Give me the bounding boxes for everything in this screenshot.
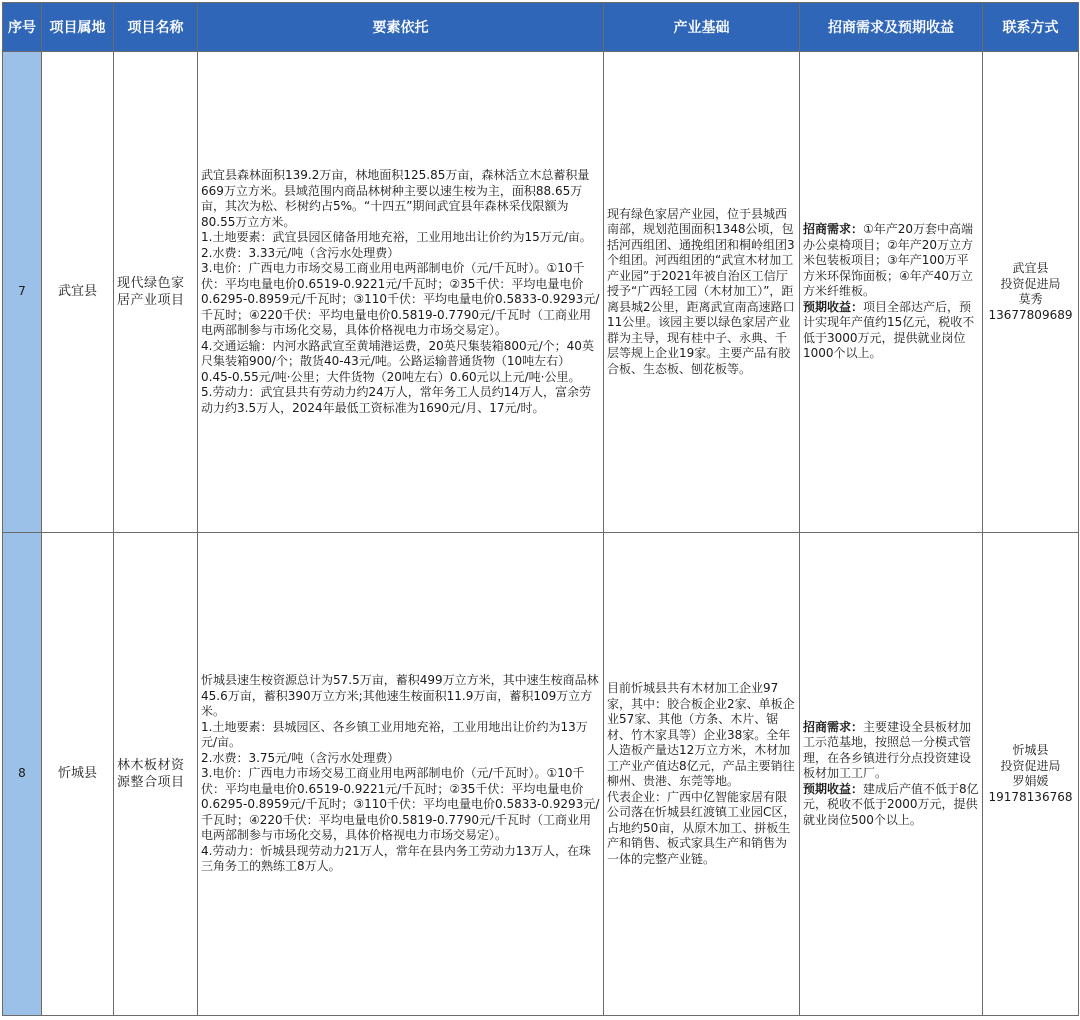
investment-projects-table [2, 2, 1079, 1016]
factors-water: 2.水费：3.75元/吨（含污水处理费） [201, 750, 400, 765]
header-row [3, 3, 1079, 52]
revenue-label: 预期收益： [803, 299, 864, 314]
header-industry-base: 产业基础 [604, 3, 800, 52]
row-seq: 7 [3, 52, 42, 533]
factors-electricity: 3.电价：广西电力市场交易工商业用电两部制电价（元/千瓦时）。①10千伏：平均电量电价0.6519-0.9221元/千瓦时；②35千伏：平均电量电价0.6295-0.8959元/千瓦时；③110千伏：平均电量电价0.5833-0.9293元/千瓦时；④220千伏：平均电量电价0.5819-0.7790元/千瓦时（工商业用电两部制参与市场化交易，具体价格视电力市场交易定）。 [201, 261, 600, 337]
row-project-name: 现代绿色家居产业项目 [114, 52, 198, 533]
contact-county: 忻城县 [1012, 743, 1049, 757]
demand-block [803, 720, 979, 782]
row-contact [983, 533, 1079, 1016]
demand-text: 主要建设全县板材加工示范基地，按照总一分模式管理，在各乡镇进行分点投资建设板材加工工厂。 [803, 719, 972, 781]
factors-land: 1.土地要素：县城园区、各乡镇工业用地充裕，工业用地出让价约为13万元/亩。 [201, 719, 588, 750]
demand-label: 招商需求： [803, 222, 864, 237]
revenue-text: 项目全部达产后，预计实现年产值约15亿元，税收不低于3000万元，提供就业岗位1000个以上。 [803, 299, 975, 361]
row-demand-revenue [800, 533, 983, 1016]
factors-intro: 忻城县速生桉资源总计为57.5万亩，蓄积499万立方米，其中速生桉商品林45.6万亩，蓄积390万立方米;其他速生桉面积11.9万亩，蓄积109万立方米。 [201, 673, 599, 719]
contact-person: 莫秀 [1018, 292, 1043, 306]
row-location: 忻城县 [42, 533, 114, 1016]
industry-text: 现有绿色家居产业园，位于县城西南部，规划范围面积1348公顷，包括河西组团、通挽组团和桐岭组团3个组团。河西组团的“武宣木材加工产业园”于2021年被自治区工信厅授予“广西轻工园（木材加工）”，距离县城2公里，距离武宣南高速路口11公里。该园主要以绿色家居产业群为主导，现有桂中子、永典、千层等规上企业19家。主要产品有胶合板、生态板、刨花板等。 [607, 206, 795, 376]
factors-labor: 4.劳动力：忻城县现劳动力21万人，常年在县内务工劳动力13万人，在珠三角务工的熟练工8万人。 [201, 843, 591, 874]
contact-phone: 19178136768 [988, 789, 1073, 804]
revenue-label: 预期收益： [803, 781, 864, 796]
row-contact [983, 52, 1079, 533]
row-demand-revenue [800, 52, 983, 533]
row-seq: 8 [3, 533, 42, 1016]
factors-labor: 5.劳动力：武宜县共有劳动力约24万人，常年务工人员约14万人，富余劳动力约3.5万人，2024年最低工资标准为1690元/月、17元/时。 [201, 385, 591, 415]
demand-text: ①年产20万套中高端办公桌椅项目；②年产20万立方米包装板项目；③年产100万平方米环保饰面板；④年产40万立方米纤维板。 [803, 222, 974, 299]
factors-land: 1.土地要素：武宜县园区储备用地充裕，工业用地出让价约为15万元/亩。 [201, 230, 592, 244]
factors-intro: 武宜县森林面积139.2万亩，林地面积125.85万亩，森林活立木总蓄积量669万立方米。县域范围内商品林树种主要以速生桉为主，面积88.65万亩，其次为松、杉树约占5%。“十四五”期间武宜县年森林采伐限额为80.55万立方米。 [201, 168, 590, 229]
header-project-name: 项目名称 [114, 3, 198, 52]
header-location: 项目属地 [42, 3, 114, 52]
industry-text: 目前忻城县共有木材加工企业97家，其中：胶合板企业2家、单板企业57家、其他（方条、木片、锯材、竹木家具等）企业38家。全年人造板产量达12万立方米，木材加工产业产值达8亿元，产品主要销往柳州、贵港、东莞等地。 [607, 681, 795, 788]
row-factors [198, 533, 604, 1016]
revenue-block [803, 782, 979, 829]
table-row [3, 533, 1079, 1016]
factors-water: 2.水费：3.33元/吨（含污水处理费） [201, 245, 400, 260]
demand-label: 招商需求： [803, 719, 864, 734]
factors-transport: 4.交通运输：内河水路武宣至黄埔港运费，20英尺集装箱800元/个；40英尺集装箱900/个；散货40-43元/吨。公路运输普通货物（10吨左右）0.45-0.55元/吨·公里；大件货物（20吨左右）0.60元以上元/吨·公里。 [201, 338, 594, 384]
row-project-name: 林木板材资源整合项目 [114, 533, 198, 1016]
revenue-block [803, 300, 979, 362]
demand-block [803, 222, 979, 300]
factors-electricity: 3.电价：广西电力市场交易工商业用电两部制电价（元/千瓦时）。①10千伏：平均电量电价0.6519-0.9221元/千瓦时；②35千伏：平均电量电价0.6295-0.8959元/千瓦时；③110千伏：平均电量电价0.5833-0.9293元/千瓦时；④220千伏：平均电量电价0.5819-0.7790元/千瓦时（工商业用电两部制参与市场化交易，具体价格视电力市场交易定）。 [201, 766, 600, 843]
contact-bureau: 投资促进局 [1000, 758, 1061, 773]
header-demand-revenue: 招商需求及预期收益 [800, 3, 983, 52]
row-industry-base [604, 533, 800, 1016]
table-row [3, 52, 1079, 533]
row-location: 武宜县 [42, 52, 114, 533]
row-industry-base [604, 52, 800, 533]
contact-person: 罗娟媛 [1012, 774, 1049, 788]
header-seq: 序号 [3, 3, 42, 52]
header-factors: 要素依托 [198, 3, 604, 52]
header-contact: 联系方式 [983, 3, 1079, 52]
industry-representative: 代表企业：广西中亿智能家居有限公司落在忻城县红渡镇工业园C区，占地约50亩，从原木加工、拼板生产和销售、板式家具生产和销售为一体的完整产业链。 [607, 789, 796, 866]
contact-phone: 13677809689 [988, 307, 1073, 322]
contact-county: 武宜县 [1012, 261, 1049, 275]
row-factors [198, 52, 604, 533]
contact-bureau: 投资促进局 [1000, 276, 1061, 291]
revenue-text: 建成后产值不低于8亿元，税收不低于2000万元，提供就业岗位500个以上。 [803, 781, 979, 827]
